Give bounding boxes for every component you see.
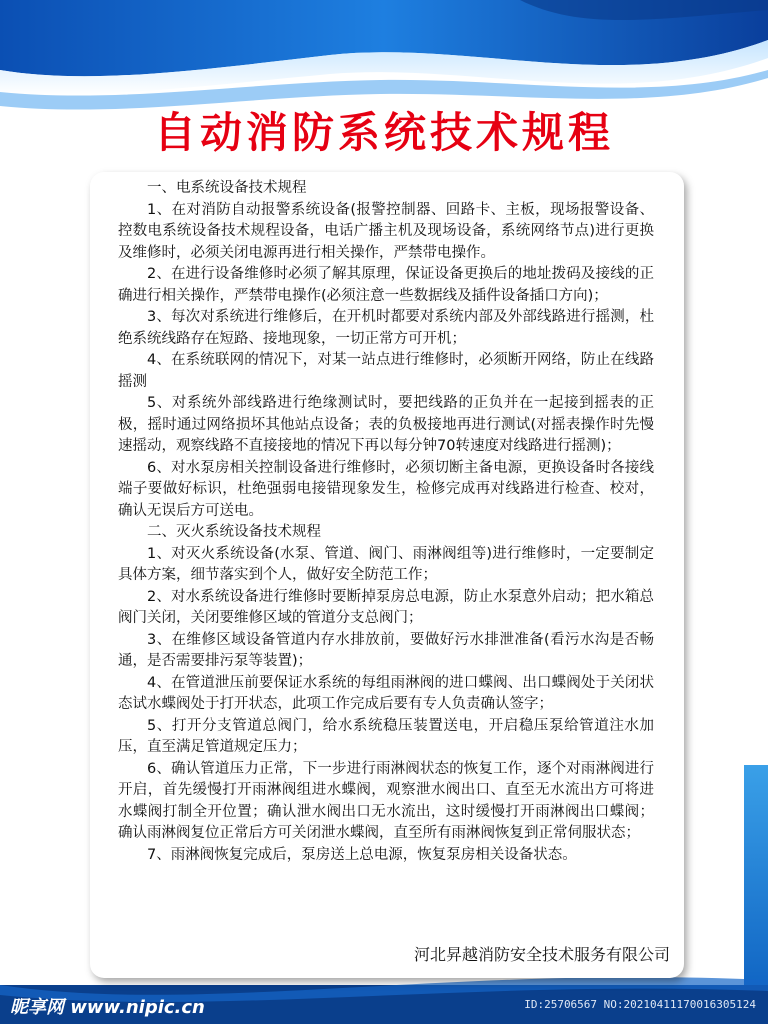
rule-item: 5、打开分支管道总阀门，给水系统稳压装置送电，开启稳压泵给管道注水加压，直至满足管道规定压力；: [118, 717, 654, 755]
watermark-logo: 昵享网 www.nipic.cn: [10, 997, 205, 1018]
rule-item: 5、对系统外部线路进行绝缘测试时，要把线路的正负并在一起接到摇表的正极，摇时通过网络损坏其他站点设备；表的负极接地再进行测试(对摇表操作时先慢速摇动，观察线路不直接接地的情况下再以每分钟70转速度对线路进行摇测)；: [118, 395, 654, 454]
section-heading: 二、灭火系统设备技术规程: [147, 524, 321, 540]
rule-item: 1、对灭火系统设备(水泵、管道、阀门、雨淋阀组等)进行维修时，一定要制定具体方案，细节落实到个人，做好安全防范工作；: [118, 545, 654, 583]
watermark-id: ID:25706567 NO:20210411170016305124: [524, 998, 756, 1011]
section-heading: 一、电系统设备技术规程: [147, 180, 307, 196]
rule-item: 1、在对消防自动报警系统设备(报警控制器、回路卡、主板，现场报警设备、控数电系统设备技术规程设备，电话广播主机及现场设备，系统网络节点)进行更换及维修时，必须关闭电源再进行相关操作，严禁带电操作。: [118, 201, 654, 261]
rule-item: 3、每次对系统进行维修后，在开机时都要对系统内部及外部线路进行摇测，杜绝系统线路存在短路、接地现象，一切正常方可开机；: [118, 309, 654, 347]
company-name: 河北昇越消防安全技术服务有限公司: [413, 945, 670, 964]
rule-item: 3、在维修区域设备管道内存水排放前，要做好污水排泄准备(看污水沟是否畅通，是否需要排污泵等装置)；: [118, 631, 654, 669]
rule-item: 7、雨淋阀恢复完成后，泵房送上总电源，恢复泵房相关设备状态。: [147, 846, 577, 863]
rule-item: 6、对水泵房相关控制设备进行维修时，必须切断主备电源，更换设备时各接线端子要做好标识，杜绝强弱电接错现象发生，检修完成再对线路进行检查、校对，确认无误后方可送电。: [118, 459, 654, 519]
rule-item: 4、在系统联网的情况下，对某一站点进行维修时，必须断开网络，防止在线路摇测: [118, 352, 654, 390]
right-accent-bar: [744, 765, 768, 985]
rule-item: 4、在管道泄压前要保证水系统的每组雨淋阀的进口蝶阀、出口蝶阀处于关闭状态试水蝶阀处于打开状态，此项工作完成后要有专人负责确认签字；: [118, 674, 654, 712]
rule-item: 6、确认管道压力正常，下一步进行雨淋阀状态的恢复工作，逐个对雨淋阀进行开启，首先缓慢打开雨淋阀组进水蝶阀，观察泄水阀出口、直至无水流出方可将进水蝶阀打制全开位置；确认泄水阀出口无水流出，这时缓慢打开雨淋阀出口蝶阀；确认雨淋阀复位正常后方可关闭泄水蝶阀，直至所有雨淋阀恢复到正常伺服状态；: [118, 760, 654, 841]
page-title: 自动消防系统技术规程: [153, 108, 614, 157]
rule-item: 2、在进行设备维修时必须了解其原理，保证设备更换后的地址拨码及接线的正确进行相关操作，严禁带电操作(必须注意一些数据线及插件设备插口方向)；: [118, 266, 654, 304]
rules-text: [118, 178, 654, 866]
rule-item: 2、对水系统设备进行维修时要断掉泵房总电源，防止水泵意外启动；把水箱总阀门关闭，关闭要维修区域的管道分支总阀门；: [118, 588, 654, 626]
